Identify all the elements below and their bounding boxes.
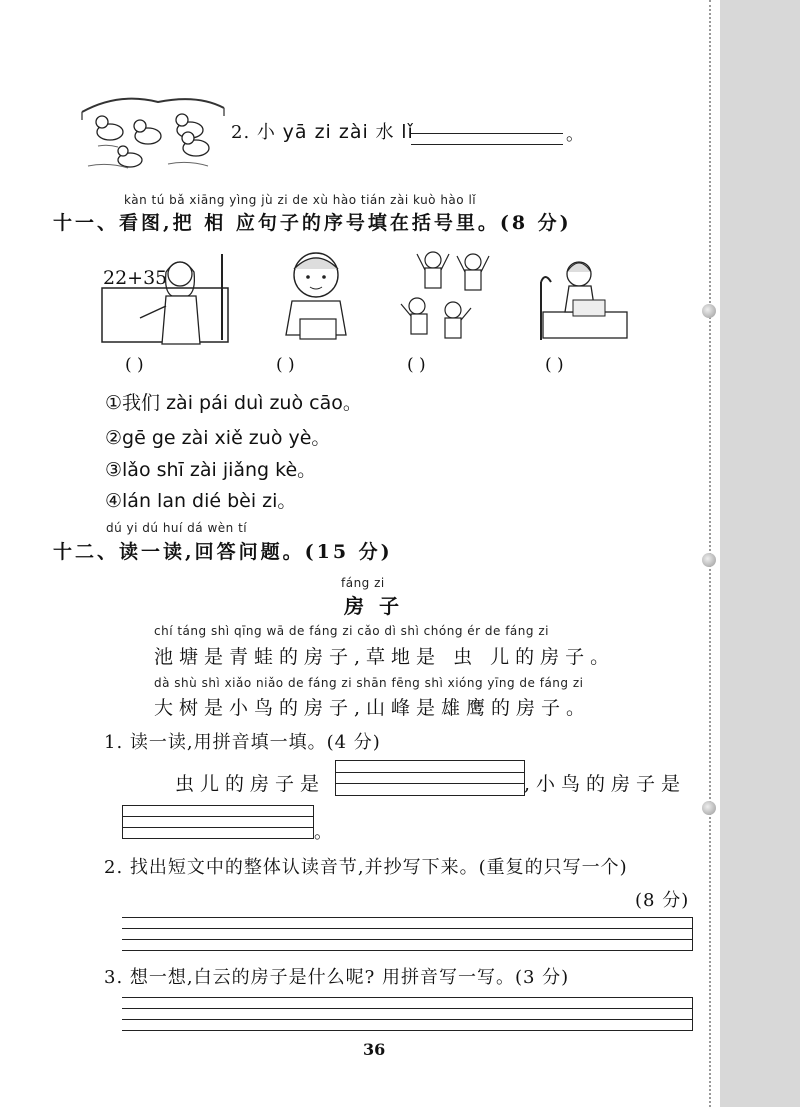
pinyin-writing-lines[interactable]: [122, 917, 693, 951]
ducks-in-pond-illustration: [78, 86, 228, 176]
question-number: 2.: [231, 122, 251, 143]
board-text: 22+35: [103, 267, 168, 289]
page-margin-strip: [720, 0, 800, 1107]
answer-parentheses[interactable]: ( ): [545, 355, 564, 375]
option-sentence: ④lán lan dié bèi zi。: [105, 490, 297, 512]
boy-writing-homework-illustration: [270, 245, 362, 345]
heading-pinyin: kàn tú bǎ xiāng yìng jù zi de xù hào tián zài kuò hào lǐ: [124, 193, 477, 207]
answer-parentheses[interactable]: ( ): [276, 355, 295, 375]
page-number: 36: [363, 1040, 386, 1059]
children-doing-exercises-illustration: [397, 244, 502, 349]
score: (8 分): [635, 890, 690, 911]
section-heading: 十二、读一读,回答问题。(15 分): [53, 541, 393, 563]
duck-sentence-pinyin: yā zi zài: [282, 121, 369, 143]
pinyin-writing-lines[interactable]: [122, 997, 693, 1031]
option-sentence: ①我们 zài pái duì zuò cāo。: [105, 392, 362, 414]
passage-line: 池塘是青蛙的房子,草地是 虫 儿的房子。: [154, 646, 616, 668]
pinyin-answer-line[interactable]: [411, 133, 563, 145]
q1-text: ,小鸟的房子是: [524, 773, 687, 795]
binding-hole: [702, 304, 716, 318]
answer-parentheses[interactable]: ( ): [125, 355, 144, 375]
passage-title: 房 子: [344, 594, 403, 618]
answer-parentheses[interactable]: ( ): [407, 355, 426, 375]
binding-hole: [702, 553, 716, 567]
period: 。: [566, 124, 585, 145]
section-heading: 十一、看图,把 相 应句子的序号填在括号里。(8 分): [53, 212, 572, 234]
period: 。: [314, 822, 333, 843]
passage-pinyin: dà shù shì xiǎo niǎo de fáng zi shān fēng shì xióng yīng de fáng zi: [154, 676, 584, 690]
duck-sentence-char: 小: [256, 122, 276, 143]
heading-pinyin: dú yi dú huí dá wèn tí: [106, 521, 248, 535]
option-sentence: ③lǎo shī zài jiǎng kè。: [105, 459, 317, 481]
title-pinyin: fáng zi: [341, 576, 385, 590]
binding-hole: [702, 801, 716, 815]
duck-sentence-pinyin: lǐ: [401, 121, 414, 143]
passage-line: 大树是小鸟的房子,山峰是雄鹰的房子。: [154, 697, 592, 719]
question-1: 1. 读一读,用拼音填一填。(4 分): [104, 732, 381, 753]
pinyin-writing-box[interactable]: [122, 805, 314, 839]
pinyin-writing-box[interactable]: [335, 760, 525, 796]
girl-folding-quilt-illustration: [533, 252, 628, 342]
q1-text: 虫儿的房子是: [175, 773, 326, 795]
teacher-at-blackboard-illustration: [100, 252, 232, 347]
question-2: 2. 找出短文中的整体认读音节,并抄写下来。(重复的只写一个): [104, 857, 628, 878]
option-sentence: ②gē ge zài xiě zuò yè。: [105, 427, 331, 449]
duck-sentence-char: 水: [375, 122, 395, 143]
passage-pinyin: chí táng shì qīng wā de fáng zi cǎo dì shì chóng ér de fáng zi: [154, 624, 549, 638]
question-3: 3. 想一想,白云的房子是什么呢? 用拼音写一写。(3 分): [104, 967, 570, 988]
